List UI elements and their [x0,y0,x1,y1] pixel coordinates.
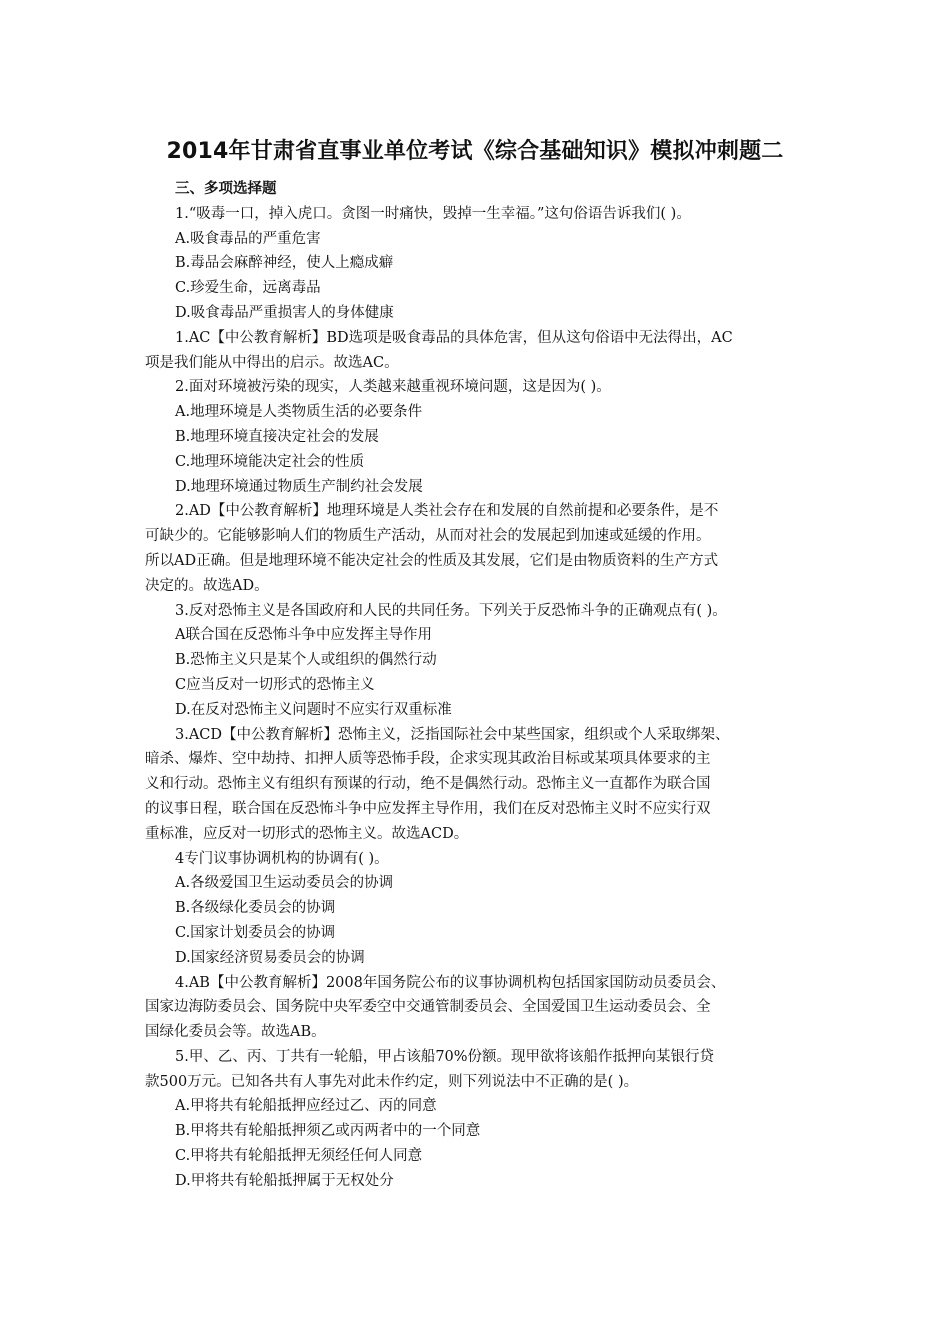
text-line: 重标准，应反对一切形式的恐怖主义。故选ACD。 [145,825,469,842]
text-line: C.甲将共有轮船抵押无须经任何人同意 [175,1148,423,1165]
text-line: 决定的。故选AD。 [145,577,269,594]
text-line: D.甲将共有轮船抵押属于无权处分 [175,1172,394,1189]
text-line: B.恐怖主义只是某个人或组织的偶然行动 [175,652,437,669]
text-line: B.地理环境直接决定社会的发展 [175,428,379,445]
text-line: 3.反对恐怖主义是各国政府和人民的共同任务。下列关于反恐怖斗争的正确观点有( )。 [175,602,727,619]
text-line: C.珍爱生命，远离毒品 [175,280,321,297]
text-line: 4.AB【中公教育解析】2008年国务院公布的议事协调机构包括国家国防动员委员会、 [175,974,726,991]
text-line: B.甲将共有轮船抵押须乙或丙两者中的一个同意 [175,1123,481,1140]
text-line: 项是我们能从中得出的启示。故选AC。 [145,354,399,371]
text-line: A.地理环境是人类物质生活的必要条件 [175,404,423,421]
text-line: D.在反对恐怖主义问题时不应实行双重标准 [175,701,452,718]
text-line: 4专门议事协调机构的协调有( )。 [175,850,389,867]
document-body [145,177,810,1194]
text-line: C.地理环境能决定社会的性质 [175,453,365,470]
text-line: 2.面对环境被污染的现实，人类越来越重视环境问题，这是因为( )。 [175,379,611,396]
text-line: A联合国在反恐怖斗争中应发挥主导作用 [175,627,432,644]
text-line: 3.ACD【中公教育解析】恐怖主义，泛指国际社会中某些国家，组织或个人采取绑架、 [175,726,730,743]
text-line: 的议事日程，联合国在反恐怖斗争中应发挥主导作用，我们在反对恐怖主义时不应实行双 [145,800,711,817]
text-line: 暗杀、爆炸、空中劫持、扣押人质等恐怖手段，企求实现其政治目标或某项具体要求的主 [145,751,711,768]
text-line: 5.甲、乙、丙、丁共有一轮船，甲占该船70%份额。现甲欲将该船作抵押向某银行贷 [175,1048,715,1065]
text-line: 款500万元。已知各共有人事先对此未作约定，则下列说法中不正确的是( )。 [145,1073,639,1090]
text-line: C.国家计划委员会的协调 [175,924,336,941]
text-line: A.各级爱国卫生运动委员会的协调 [175,875,394,892]
text-line: 可缺少的。它能够影响人们的物质生产活动，从而对社会的发展起到加速或延缓的作用。 [145,528,711,545]
text-line: 1.AC【中公教育解析】BD选项是吸食毒品的具体危害，但从这句俗语中无法得出，AC [175,329,733,346]
text-line: B.毒品会麻醉神经，使人上瘾成癖 [175,255,394,272]
text-line: 国家边海防委员会、国务院中央军委空中交通管制委员会、全国爱国卫生运动委员会、全 [145,999,711,1016]
text-line: 国绿化委员会等。故选AB。 [145,1024,326,1041]
document-title: 2014年甘肃省直事业单位考试《综合基础知识》模拟冲刺题二 [166,139,784,164]
text-line: A.吸食毒品的严重危害 [175,230,321,247]
text-line: B.各级绿化委员会的协调 [175,900,336,917]
text-line: C应当反对一切形式的恐怖主义 [175,676,375,693]
text-line: D.吸食毒品严重损害人的身体健康 [175,304,394,321]
section-heading: 三、多项选择题 [175,181,277,197]
text-line: 所以AD正确。但是地理环境不能决定社会的性质及其发展，它们是由物质资料的生产方式 [145,552,719,569]
text-line: 2.AD【中公教育解析】地理环境是人类社会存在和发展的自然前提和必要条件，是不 [175,503,719,520]
text-line: D.地理环境通过物质生产制约社会发展 [175,478,423,495]
text-line: 1.“吸毒一口，掉入虎口。贪图一时痛快，毁掉一生幸福。”这句俗语告诉我们( )。 [175,205,691,222]
text-line: A.甲将共有轮船抵押应经过乙、丙的同意 [175,1098,437,1115]
text-line: 义和行动。恐怖主义有组织有预谋的行动，绝不是偶然行动。恐怖主义一直都作为联合国 [145,776,711,793]
text-line: D.国家经济贸易委员会的协调 [175,949,365,966]
